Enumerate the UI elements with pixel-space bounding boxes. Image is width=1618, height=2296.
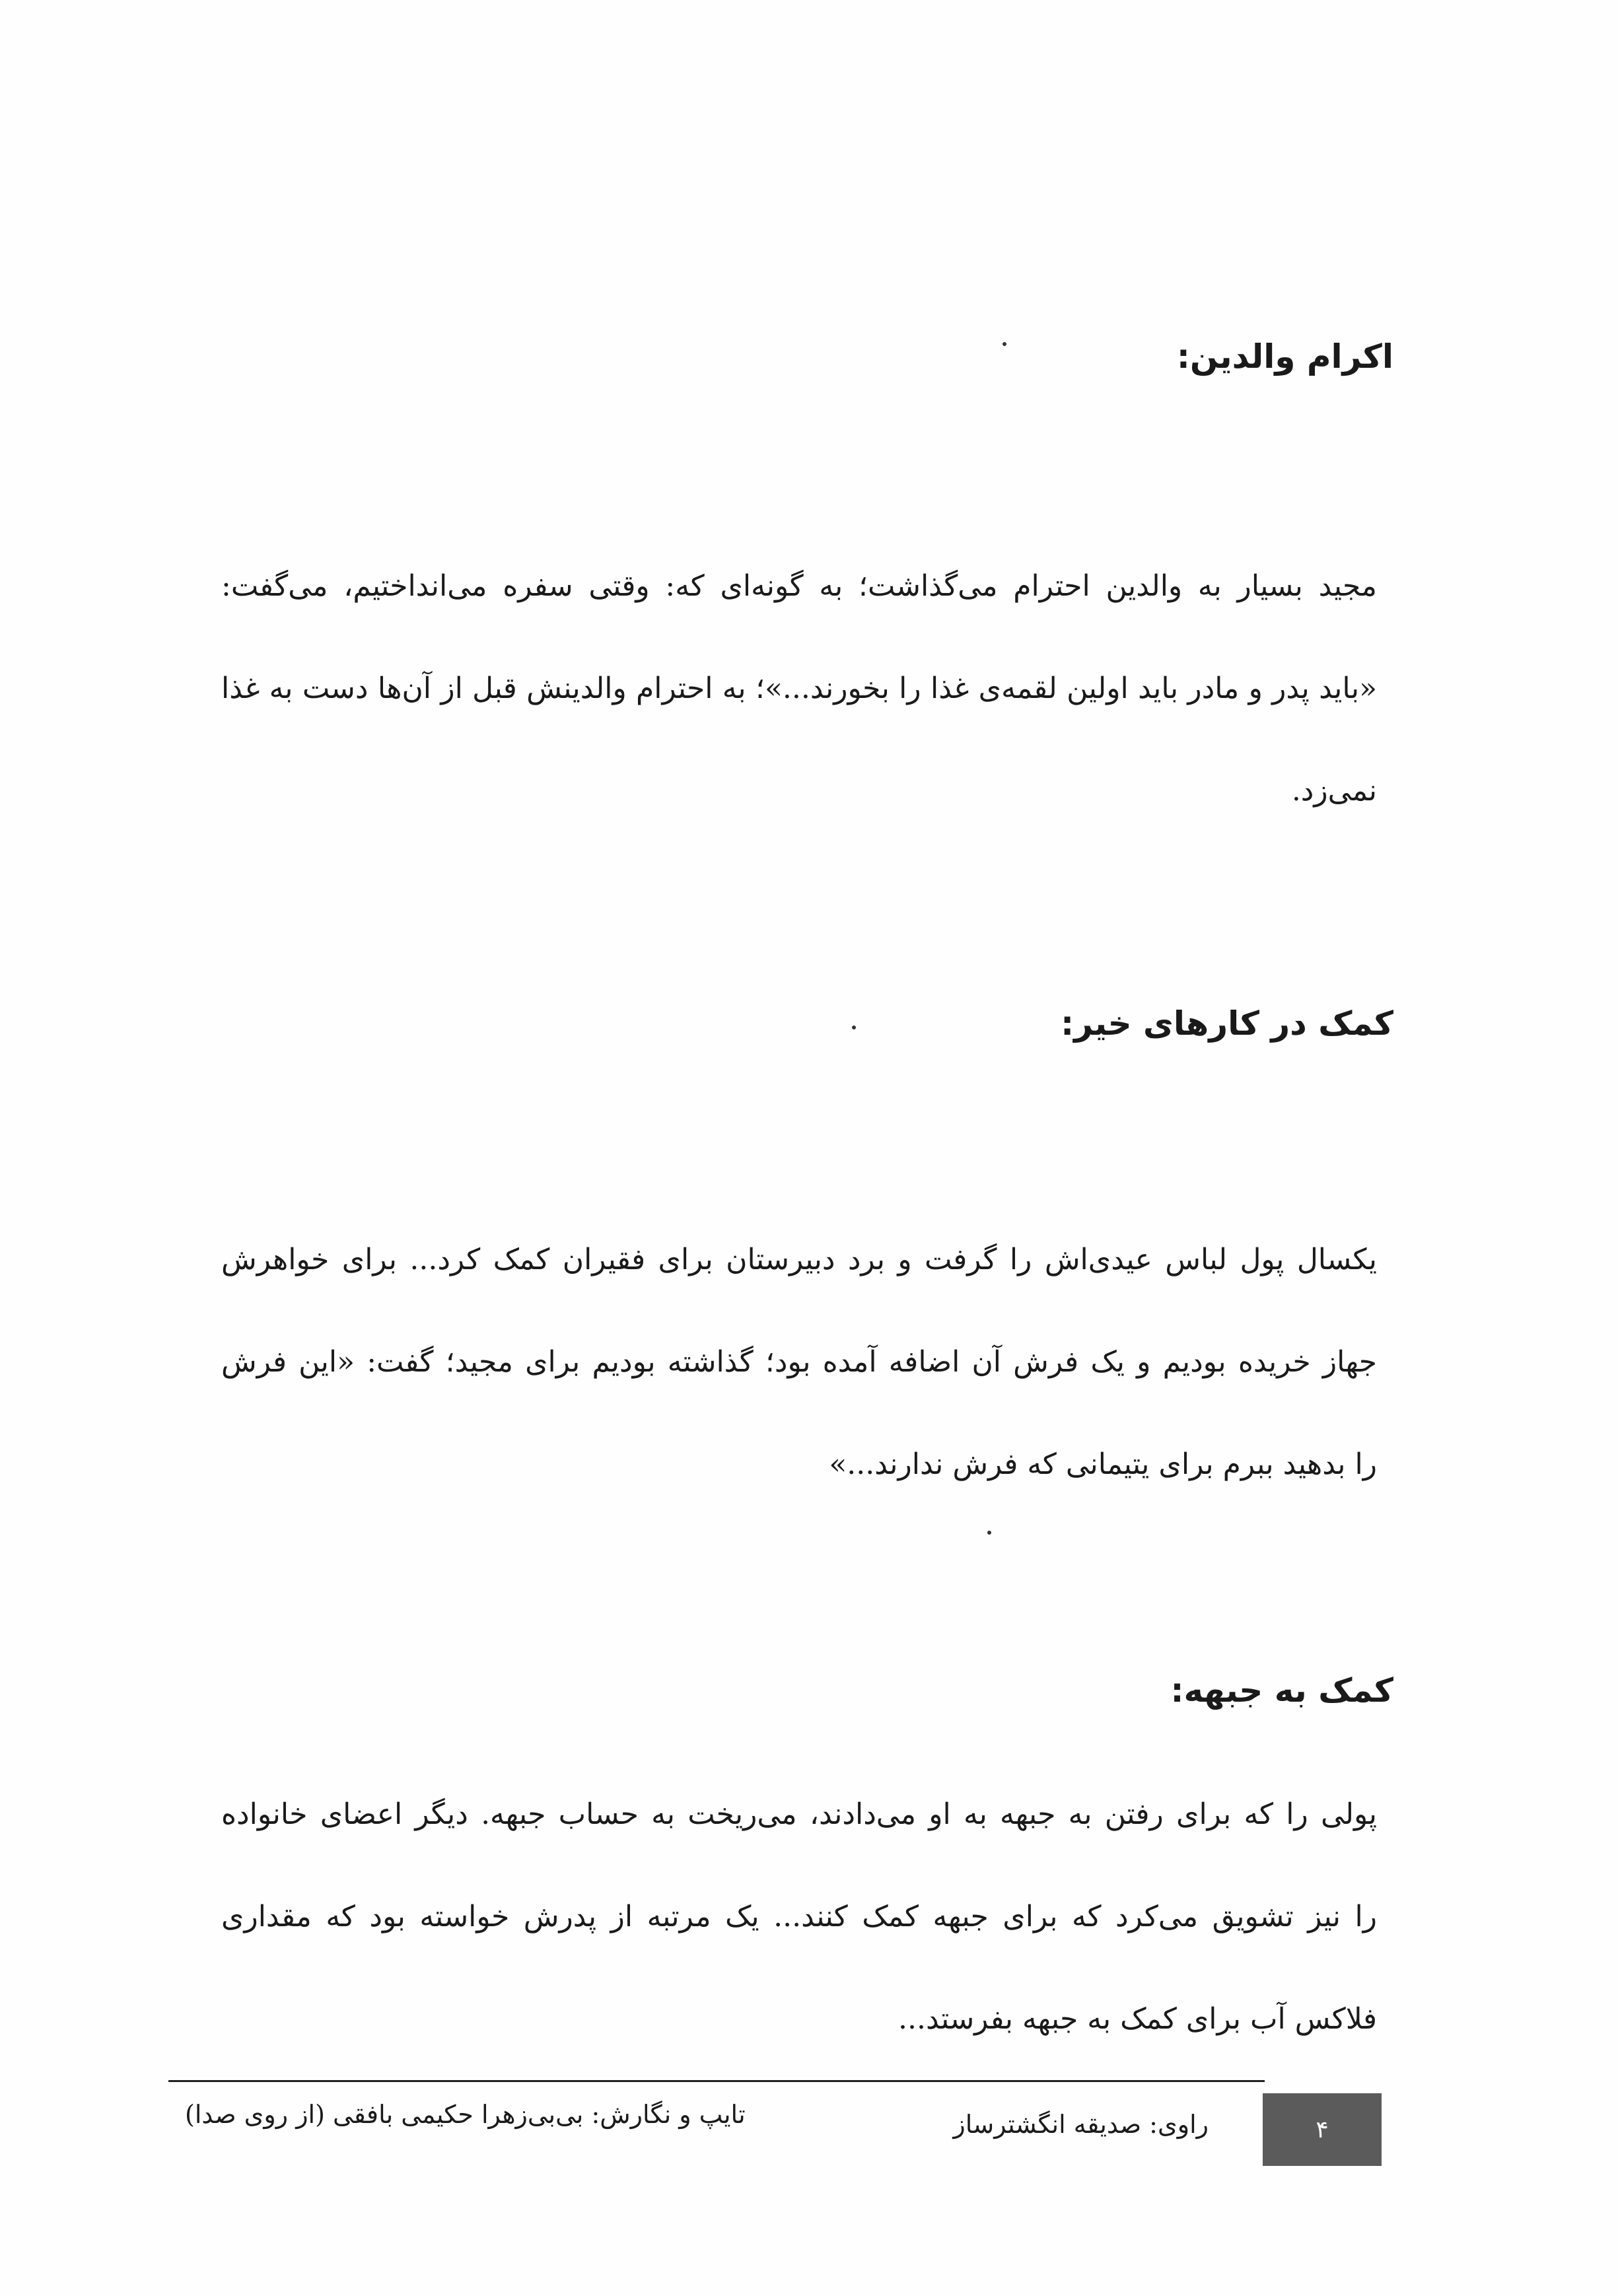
- page-number: ۴: [1263, 2093, 1382, 2166]
- footer-typist: تایپ و نگارش: بی‌بی‌زهرا حکیمی بافقی (از روی صدا): [185, 2100, 746, 2129]
- section-heading-honoring-parents: اکرام والدین:: [1176, 337, 1393, 376]
- section-heading-charity: کمک در کارهای خیر:: [1061, 1004, 1393, 1043]
- scan-speck: [987, 1531, 991, 1535]
- paragraph-line: را نیز تشویق می‌کرد که برای جبهه کمک کنند... یک مرتبه از پدرش خواسته بود که مقداری: [221, 1900, 1377, 1933]
- section-body-front-support: [221, 1763, 1377, 2070]
- scan-speck: [852, 1026, 856, 1029]
- footer-narrator: راوی: صدیقه انگشترساز: [953, 2110, 1209, 2139]
- scan-speck: [1002, 342, 1006, 346]
- paragraph-line: جهاز خریده بودیم و یک فرش آن اضافه آمده بود؛ گذاشته بودیم برای مجید؛ گفت: «این فرش: [221, 1345, 1377, 1379]
- paragraph-line: مجید بسیار به والدین احترام می‌گذاشت؛ به گونه‌ای که: وقتی سفره می‌انداختیم، می‌گفت:: [221, 569, 1378, 603]
- paragraph-line: یکسال پول لباس عیدی‌اش را گرفت و برد دبیرستان برای فقیران کمک کرد... برای خواهرش: [221, 1243, 1377, 1276]
- section-body-honoring-parents: [221, 535, 1377, 842]
- section-heading-front-support: کمک به جبهه:: [1170, 1671, 1393, 1710]
- paragraph-line: نمی‌زد.: [1291, 774, 1377, 808]
- paragraph-line: فلاکس آب برای کمک به جبهه بفرستد...: [897, 2002, 1377, 2036]
- footer-divider: [168, 2080, 1265, 2082]
- paragraph-line: پولی را که برای رفتن به جبهه به او می‌دادند، می‌ریخت به حساب جبهه. دیگر اعضای خانواده: [221, 1797, 1377, 1831]
- paragraph-line: را بدهید ببرم برای یتیمانی که فرش ندارند...»: [829, 1447, 1377, 1481]
- section-body-charity: [221, 1208, 1377, 1515]
- paragraph-line: «باید پدر و مادر باید اولین لقمه‌ی غذا را بخورند...»؛ به احترام والدینش قبل از آن‌ها دست به غذا: [221, 672, 1377, 705]
